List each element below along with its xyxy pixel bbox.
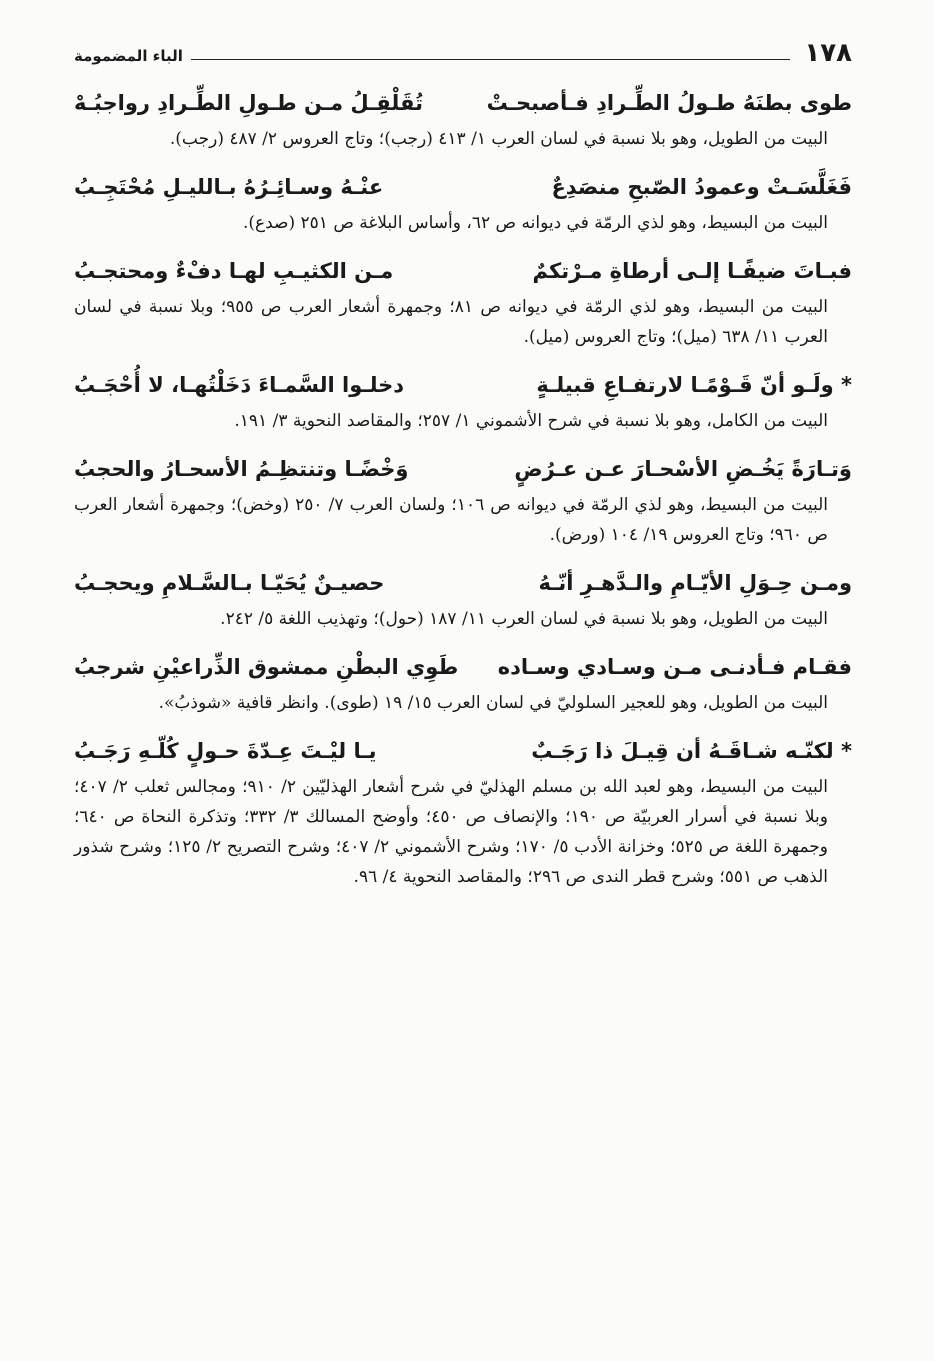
verse-line xyxy=(74,448,852,490)
verse-entry xyxy=(74,448,852,550)
verse-first-hemistich: فَغَلَّسَـتْ وعمودُ الصّبحِ منصَدِعٌ xyxy=(551,175,852,199)
verse-entry xyxy=(74,646,852,718)
verse-line xyxy=(74,562,852,604)
verse-note: البيت من الطويل، وهو للعجير السلوليّ في لسان العرب ١٥/ ١٩ (طوى). وانظر قافية «شوذبُ». xyxy=(158,693,828,713)
verse-note: البيت من الكامل، وهو بلا نسبة في شرح الأشموني ١/ ٢٥٧؛ والمقاصد النحوية ٣/ ١٩١. xyxy=(234,411,828,431)
verse-note: البيت من البسيط، وهو لذي الرمّة في ديوانه ص ٦٢، وأساس البلاغة ص ٢٥١ (صدع). xyxy=(242,213,828,233)
verse-second-hemistich: وَخْضًـا وتنتظِـمُ الأسحـارُ والحجبُ xyxy=(74,457,409,481)
verse-note: البيت من البسيط، وهو لعبد الله بن مسلم الهذليّ في شرح أشعار الهذليّين ٢/ ٩١٠؛ ومجالس ثعلب ٢/ ٤٠٧؛ وبلا نسبة في أسرار العربيّة ص ١٩٠؛ والإنصاف ص ٤٥٠؛ وأوضح المسالك ٣/ ٣٣٢؛ وتذكرة النحاة ص ٦٤٠؛ وجمهرة اللغة ص ٥٢٥؛ وخزانة الأدب ٥/ ١٧٠؛ وشرح الأشموني ٢/ ٤٠٧؛ وشرح التصريح ٢/ ١٢٥؛ وشرح شذور الذهب ص ٥٥١؛ وشرح قطر الندى ص ٢٩٦؛ والمقاصد النحوية ٤/ ٩٦. xyxy=(74,777,829,887)
verse-line xyxy=(74,730,852,772)
verse-first-hemistich: ومـن حِـوَلِ الأيّـامِ والـدَّهـرِ أنّـهُ xyxy=(538,571,852,595)
entries-list xyxy=(74,82,852,892)
verse-second-hemistich: طَوِي البطْنِ ممشوق الذِّراعيْنِ شرجبُ xyxy=(74,655,459,679)
verse-line xyxy=(74,250,852,292)
verse-second-hemistich: يـا ليْـتَ عِـدّةَ حـولٍ كُلّـهِ رَجَـبُ xyxy=(74,739,377,763)
verse-first-hemistich: فقـام فـأدنـى مـن وسـادي وسـاده xyxy=(497,655,852,679)
section-title: الباء المضمومة xyxy=(74,47,183,65)
verse-entry xyxy=(74,562,852,634)
verse-entry xyxy=(74,730,852,892)
verse-first-hemistich: وَتـارَةً يَخُـضِ الأسْحـارَ عـن عـرُضٍ xyxy=(514,457,852,481)
verse-note: البيت من البسيط، وهو لذي الرمّة في ديوانه ص ١٠٦؛ ولسان العرب ٧/ ٢٥٠ (وخض)؛ وجمهرة أشعار العرب ص ٩٦٠؛ وتاج العروس ١٩/ ١٠٤ (ورض). xyxy=(74,495,828,545)
verse-note: البيت من البسيط، وهو لذي الرمّة في ديوانه ص ٨١؛ وجمهرة أشعار العرب ص ٩٥٥؛ وبلا نسبة في لسان العرب ١١/ ٦٣٨ (ميل)؛ وتاج العروس (ميل). xyxy=(74,297,828,347)
verse-second-hemistich: عنْـهُ وسـائِـرُهُ بـالليـلِ مُحْتَجِـبُ xyxy=(74,175,384,199)
header-rule xyxy=(191,59,791,60)
verse-second-hemistich: مـن الكثيـبِ لهـا دفْءٌ ومحتجـبُ xyxy=(74,259,394,283)
verse-line xyxy=(74,166,852,208)
verse-entry xyxy=(74,166,852,238)
verse-line xyxy=(74,646,852,688)
verse-first-hemistich: * ولَـو أنّ قَـوْمًـا لارتفـاعِ قبيلـةٍ xyxy=(536,373,852,397)
verse-note: البيت من الطويل، وهو بلا نسبة في لسان العرب ١/ ٤١٣ (رجب)؛ وتاج العروس ٢/ ٤٨٧ (رجب). xyxy=(169,129,828,149)
verse-entry xyxy=(74,82,852,154)
verse-line xyxy=(74,82,852,124)
verse-second-hemistich: تُقَلْقِـلُ مـن طـولِ الطِّـرادِ رواجبُـهْ xyxy=(74,91,423,115)
verse-second-hemistich: حصيـنٌ يُحَيّـا بـالسَّـلامِ ويحجـبُ xyxy=(74,571,385,595)
verse-entry xyxy=(74,364,852,436)
verse-line xyxy=(74,364,852,406)
verse-entry xyxy=(74,250,852,352)
verse-note: البيت من الطويل، وهو بلا نسبة في لسان العرب ١١/ ١٨٧ (حول)؛ وتهذيب اللغة ٥/ ٢٤٢. xyxy=(220,609,828,629)
page-number: ١٧٨ xyxy=(804,38,852,68)
verse-first-hemistich: * لكنّـه شـاقَـهُ أن قِيـلَ ذا رَجَـبٌ xyxy=(531,739,852,763)
verse-first-hemistich: طوى بطنَهُ طـولُ الطِّـرادِ فـأصبحـتْ xyxy=(486,91,852,115)
verse-second-hemistich: دخلـوا السَّمـاءَ دَخَلْتُهـا، لا أُحْجَـبُ xyxy=(74,373,405,397)
verse-first-hemistich: فبـاتَ ضيفًـا إلـى أرطاةِ مـرْتكمٌ xyxy=(532,259,852,283)
running-head xyxy=(74,28,852,68)
